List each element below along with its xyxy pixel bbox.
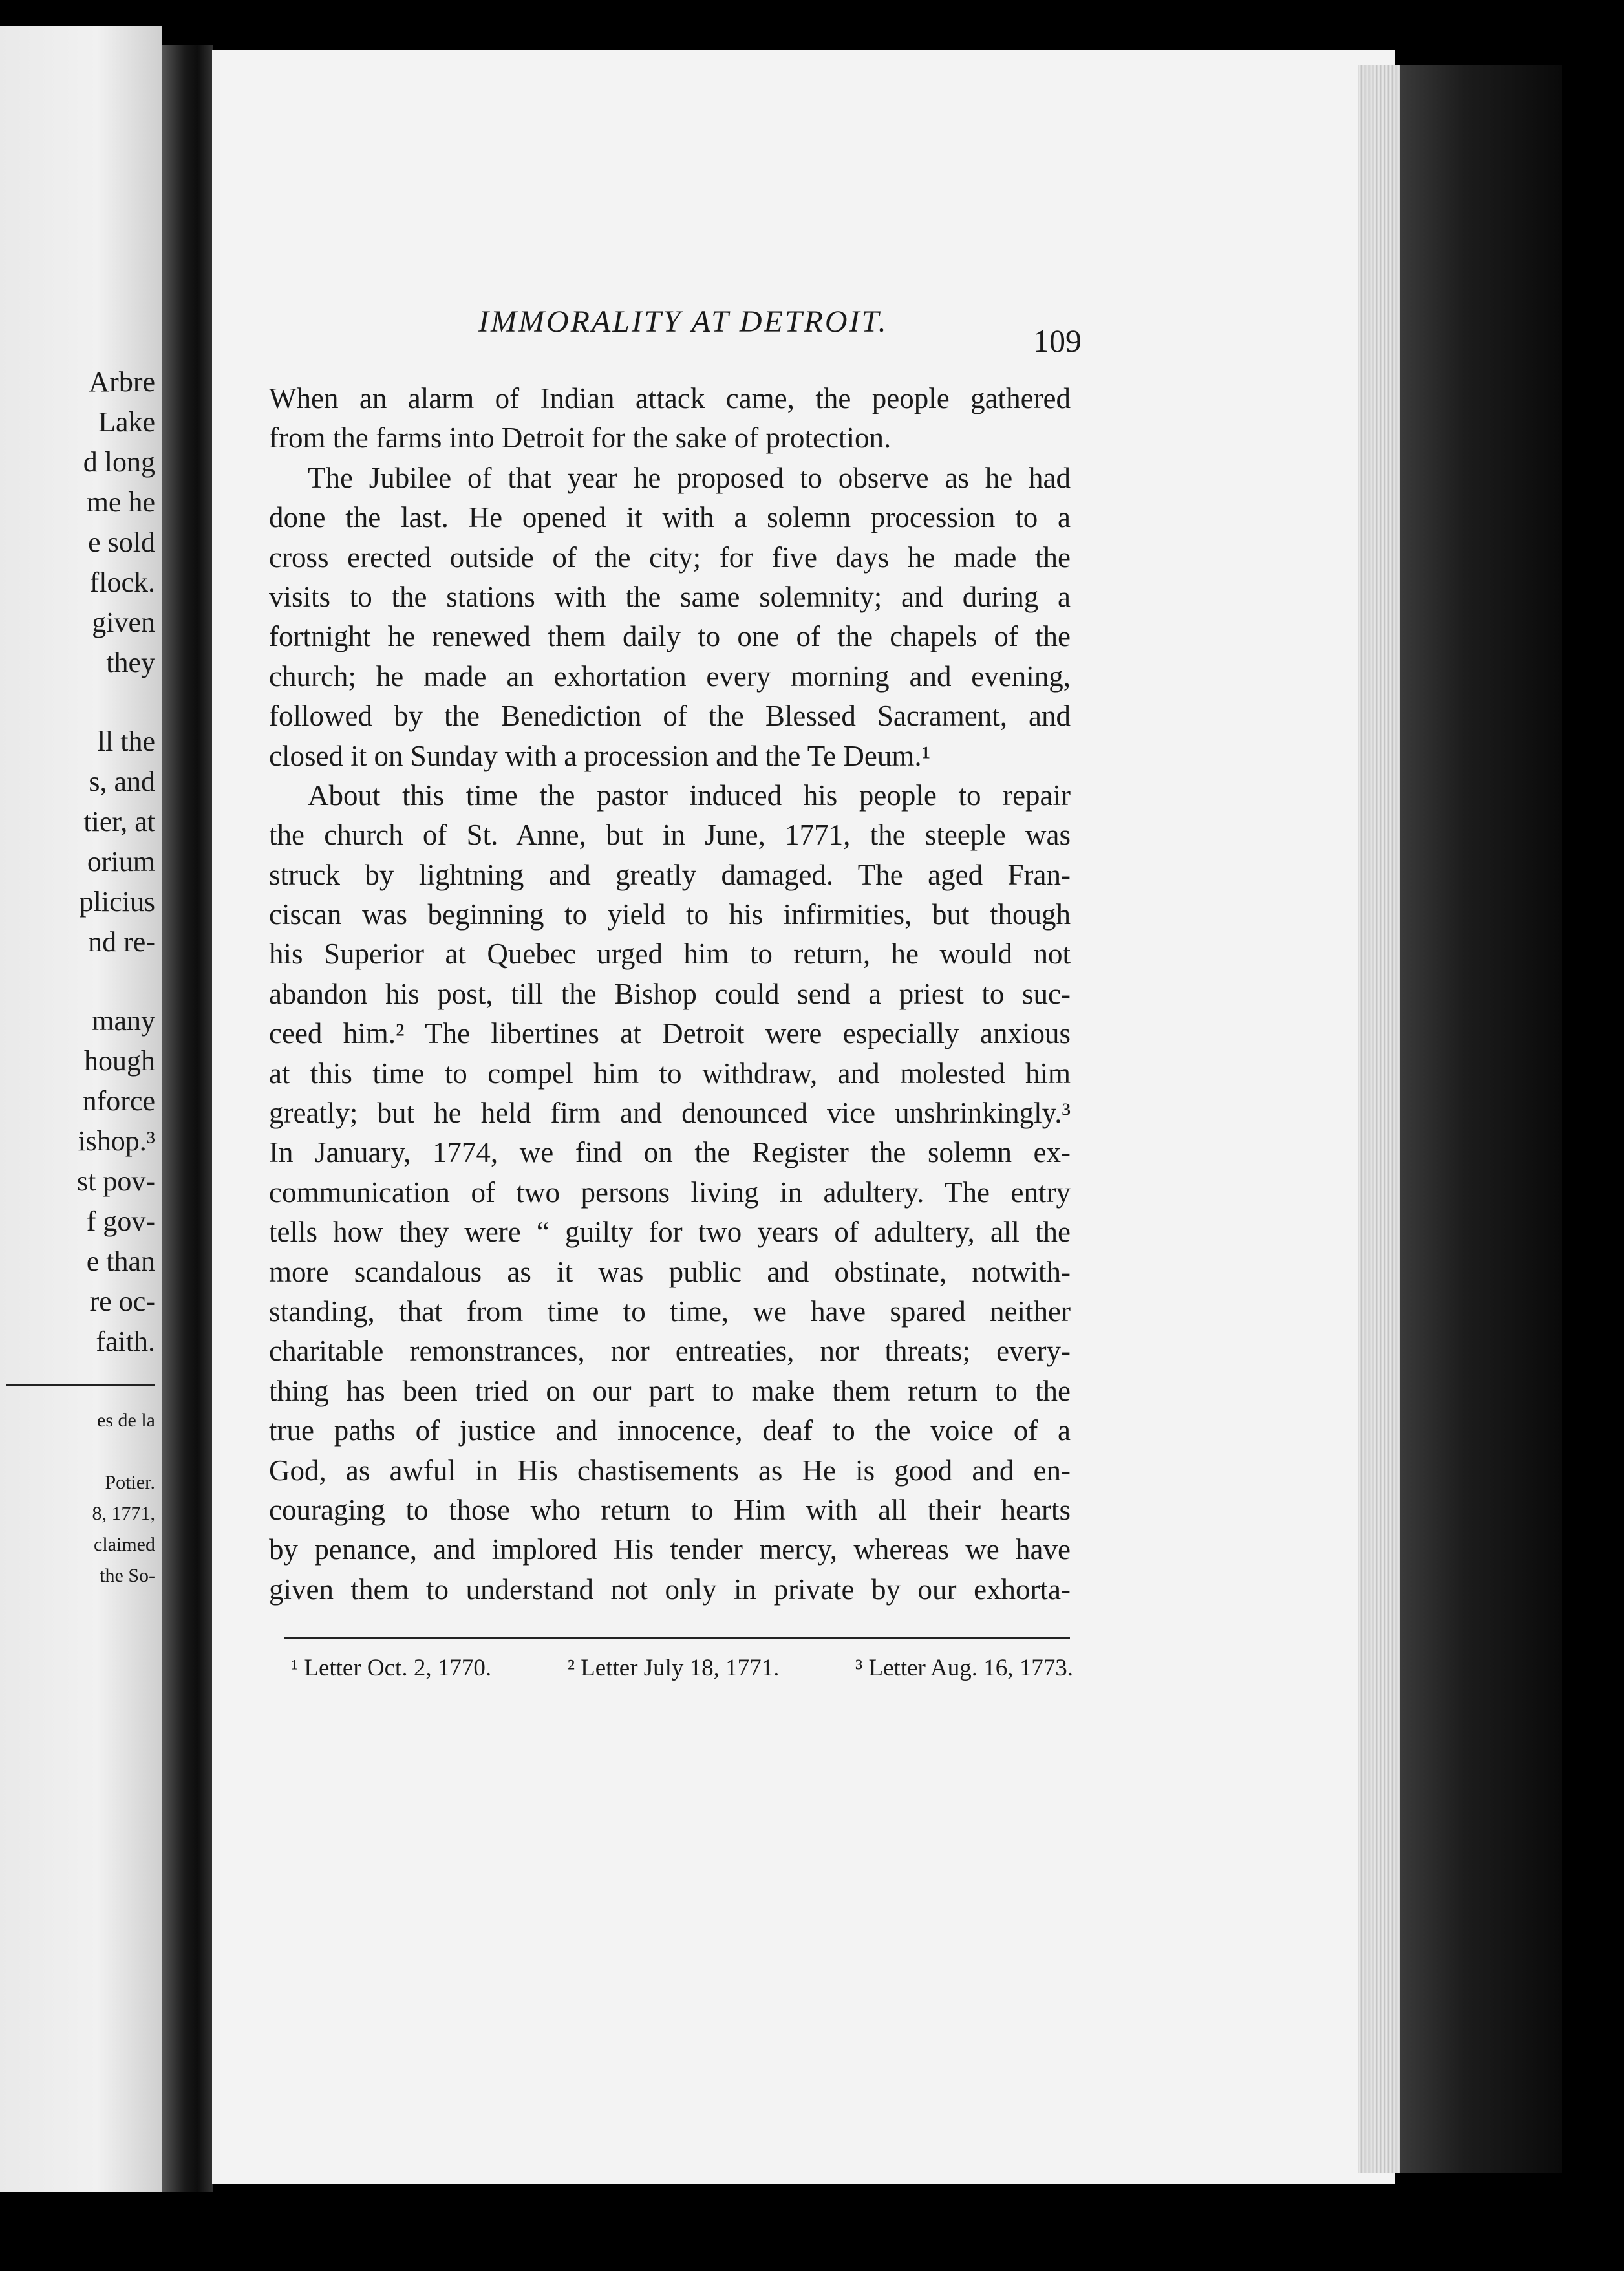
text-line: communication of two persons living in adultery. The entry bbox=[269, 1176, 1071, 1209]
previous-page-footnote-line: claimed bbox=[94, 1534, 155, 1555]
previous-page-footnote-rule bbox=[6, 1384, 155, 1386]
text-line: his Superior at Quebec urged him to return, he would not bbox=[269, 938, 1071, 971]
previous-page-line: orium bbox=[87, 846, 155, 877]
previous-page-line: s, and bbox=[89, 766, 155, 797]
footnote: ² Letter July 18, 1771. bbox=[567, 1655, 780, 1681]
previous-page-line: given bbox=[92, 607, 155, 638]
previous-page-line: Arbre bbox=[89, 366, 155, 398]
previous-page-line: nd re- bbox=[88, 926, 155, 958]
text-line: closed it on Sunday with a procession and the Te Deum.¹ bbox=[269, 739, 931, 772]
previous-page-line bbox=[0, 683, 155, 722]
previous-page-fragment bbox=[0, 26, 162, 2192]
page-number: 109 bbox=[1033, 323, 1082, 359]
footnote-rule bbox=[284, 1637, 1070, 1639]
text-line: done the last. He opened it with a solemn procession to a bbox=[269, 501, 1071, 534]
text-line: fortnight he renewed them daily to one of the chapels of the bbox=[269, 620, 1071, 653]
previous-page-line: d long bbox=[83, 446, 155, 478]
previous-page-line: plicius bbox=[79, 886, 155, 918]
previous-page-line: nforce bbox=[82, 1085, 155, 1117]
body-text bbox=[269, 379, 1071, 1609]
text-line: The Jubilee of that year he proposed to observe as he had bbox=[308, 461, 1071, 494]
running-head: IMMORALITY AT DETROIT. bbox=[478, 305, 888, 339]
previous-page-line: re oc- bbox=[89, 1286, 155, 1317]
text-line: more scandalous as it was public and obstinate, notwith- bbox=[269, 1255, 1071, 1288]
previous-page-footnote-line bbox=[0, 1436, 155, 1467]
text-line: at this time to compel him to withdraw, and molested him bbox=[269, 1057, 1071, 1090]
previous-page-line: st pov- bbox=[77, 1165, 155, 1197]
footnote: ¹ Letter Oct. 2, 1770. bbox=[291, 1655, 492, 1681]
previous-page-line: faith. bbox=[96, 1326, 155, 1357]
text-line: struck by lightning and greatly damaged. The aged Fran- bbox=[269, 858, 1071, 891]
text-line: When an alarm of Indian attack came, the people gathered bbox=[269, 382, 1071, 414]
text-line: ciscan was beginning to yield to his infirmities, but though bbox=[269, 898, 1071, 931]
previous-page-line: flock. bbox=[89, 566, 155, 598]
text-line: tells how they were “ guilty for two years of adultery, all the bbox=[269, 1216, 1071, 1249]
text-line: God, as awful in His chastisements as He is good and en- bbox=[269, 1454, 1071, 1487]
text-line: by penance, and implored His tender mercy, whereas we have bbox=[269, 1533, 1071, 1566]
previous-page-line: tier, at bbox=[83, 806, 155, 837]
previous-page-line: ll the bbox=[97, 726, 155, 757]
previous-page-line: many bbox=[92, 1005, 155, 1037]
book-gutter bbox=[162, 45, 213, 2192]
text-line: given them to understand not only in private by our exhorta- bbox=[269, 1573, 1071, 1606]
text-line: charitable remonstrances, nor entreaties, nor threats; every- bbox=[269, 1335, 1071, 1368]
previous-page-line: they bbox=[106, 647, 155, 678]
text-line: thing has been tried on our part to make them return to the bbox=[269, 1374, 1071, 1407]
scan-background bbox=[0, 0, 1624, 45]
text-line: standing, that from time to time, we have spared neither bbox=[269, 1295, 1071, 1328]
text-line: followed by the Benediction of the Blessed Sacrament, and bbox=[269, 700, 1071, 733]
previous-page-line: f gov- bbox=[86, 1205, 155, 1237]
text-line: cross erected outside of the city; for five days he made the bbox=[269, 541, 1071, 574]
previous-page-line: ishop.³ bbox=[78, 1125, 155, 1157]
previous-page-footnote-line: 8, 1771, bbox=[92, 1503, 155, 1524]
previous-page-footnote-line: Potier. bbox=[105, 1472, 155, 1493]
text-line: couraging to those who return to Him with all their hearts bbox=[269, 1493, 1071, 1526]
previous-page-line: Lake bbox=[98, 406, 155, 438]
text-line: greatly; but he held firm and denounced vice unshrinkingly.³ bbox=[269, 1097, 1071, 1130]
previous-page-line: me he bbox=[86, 486, 155, 518]
text-line: ceed him.² The libertines at Detroit were especially anxious bbox=[269, 1017, 1071, 1050]
previous-page-footnote-line: the So- bbox=[100, 1565, 155, 1586]
previous-page-line bbox=[0, 962, 155, 1001]
footnotes bbox=[291, 1654, 1073, 1682]
text-line: the church of St. Anne, but in June, 1771, the steeple was bbox=[269, 819, 1071, 852]
text-line: About this time the pastor induced his people to repair bbox=[308, 779, 1071, 812]
previous-page-line: hough bbox=[84, 1045, 155, 1077]
page-edges bbox=[1358, 65, 1400, 2173]
text-line: from the farms into Detroit for the sake of protection. bbox=[269, 422, 892, 455]
footnote: ³ Letter Aug. 16, 1773. bbox=[855, 1655, 1073, 1681]
text-line: In January, 1774, we find on the Register the solemn ex- bbox=[269, 1136, 1071, 1169]
text-line: abandon his post, till the Bishop could send a priest to suc- bbox=[269, 977, 1071, 1010]
text-line: visits to the stations with the same solemnity; and during a bbox=[269, 580, 1071, 613]
book-cover-edge bbox=[1400, 65, 1562, 2173]
previous-page-text bbox=[0, 362, 155, 1591]
previous-page-line: e than bbox=[86, 1245, 155, 1277]
previous-page-footnote-line: es de la bbox=[97, 1410, 155, 1431]
text-line: church; he made an exhortation every morning and evening, bbox=[269, 660, 1071, 693]
text-line: true paths of justice and innocence, deaf to the voice of a bbox=[269, 1414, 1071, 1447]
previous-page-line: e sold bbox=[88, 526, 155, 558]
